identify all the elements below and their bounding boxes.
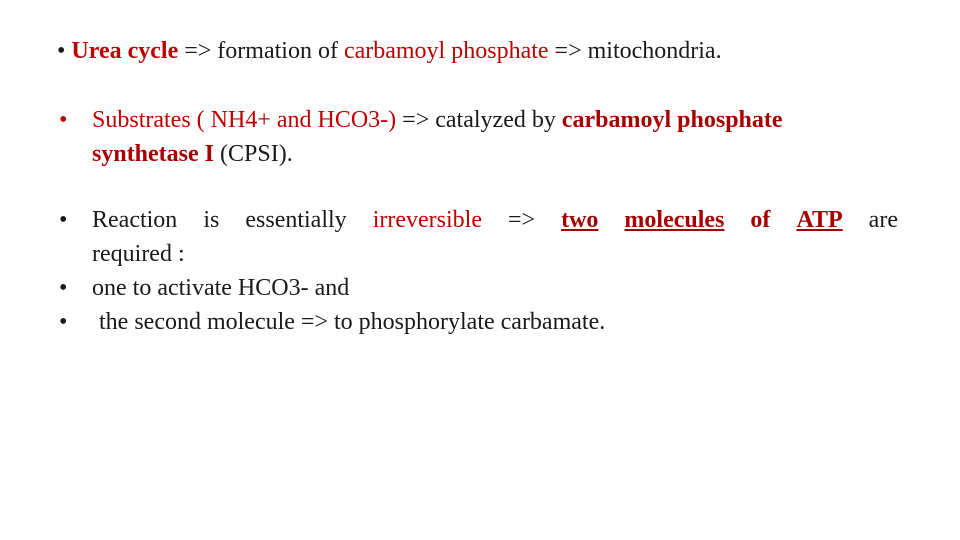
text-activate-hco3: one to activate HCO3- and	[92, 275, 350, 301]
word-atp: ATP	[796, 207, 843, 233]
text-required: required :	[92, 241, 185, 267]
carbamoyl-phosphate-term: carbamoyl phosphate	[343, 38, 549, 64]
word-arrow: =>	[507, 207, 536, 233]
urea-cycle-term: Urea cycle	[71, 38, 179, 64]
text-formation-of: => formation of	[178, 38, 344, 64]
bullet-substrates-line2	[92, 142, 293, 166]
word-molecules: molecules	[624, 207, 725, 233]
word-reaction: Reaction	[92, 207, 178, 233]
substrates-text: Substrates ( NH4+ and HCO3-)	[92, 107, 397, 133]
bullet-activate	[92, 276, 349, 300]
enzyme-abbreviation: (CPSI).	[214, 141, 293, 167]
word-is: is	[203, 207, 220, 233]
word-two: two	[561, 207, 599, 233]
bullet-second-molecule	[99, 310, 605, 334]
bullet-substrates-line1	[92, 108, 783, 132]
bullet-reaction-line2	[92, 242, 185, 266]
bullet-marker: •	[57, 38, 66, 64]
catalyzed-by-text: => catalyzed by	[396, 107, 562, 133]
enzyme-name-part2: synthetase I	[92, 141, 215, 167]
bullet-marker: •	[59, 309, 68, 335]
bullet-marker: •	[59, 275, 68, 301]
word-are: are	[868, 207, 898, 233]
word-irreversible: irreversible	[372, 207, 482, 233]
text-mitochondria: => mitochondria.	[548, 38, 722, 64]
text-phosphorylate: the second molecule => to phosphorylate carbamate.	[99, 309, 606, 335]
word-essentially: essentially	[245, 207, 347, 233]
bullet-marker: •	[59, 207, 68, 233]
enzyme-name-part1: carbamoyl phosphate	[561, 107, 783, 133]
bullet-urea-cycle	[57, 39, 722, 63]
bullet-marker: •	[59, 107, 68, 133]
word-of: of	[750, 207, 771, 233]
bullet-reaction-line1	[92, 208, 898, 232]
